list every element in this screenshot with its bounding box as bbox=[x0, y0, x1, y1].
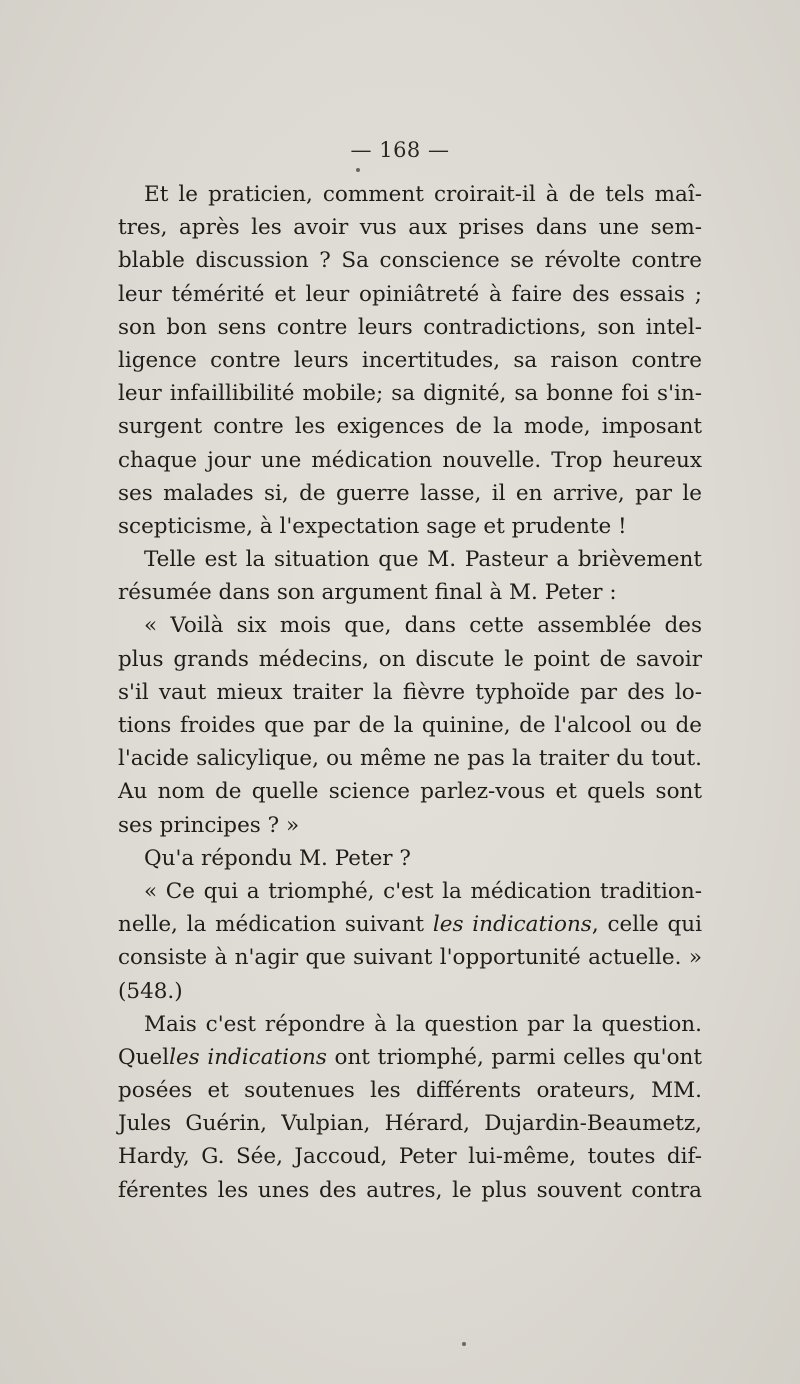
text-line: Au nom de quelle science parlez-vous et quels sont bbox=[118, 779, 702, 805]
text-line: tres, après les avoir vus aux prises dans une sem- bbox=[118, 215, 702, 241]
text-line: blable discussion ? Sa conscience se révolte contre bbox=[118, 248, 702, 274]
text-line: Qu'a répondu M. Peter ? bbox=[144, 845, 411, 871]
text-line: « Voilà six mois que, dans cette assemblée des bbox=[144, 613, 702, 639]
text-line: leur infaillibilité mobile; sa dignité, sa bonne foi s'in- bbox=[118, 381, 702, 407]
text-line: résumée dans son argument final à M. Peter : bbox=[118, 580, 617, 606]
text-line: tions froides que par de la quinine, de l'alcool ou de bbox=[118, 713, 702, 738]
text-line: Et le praticien, comment croirait-il à de tels maî- bbox=[144, 182, 702, 207]
text-line: ligence contre leurs incertitudes, sa raison contre bbox=[118, 347, 702, 373]
text-line: nelle, la médication suivant les indications, celle qui bbox=[118, 912, 702, 938]
italic-phrase: les indications bbox=[432, 912, 592, 938]
text-line: (548.) bbox=[118, 978, 183, 1004]
text-line: Quelles indications ont triomphé, parmi celles qu'ont bbox=[118, 1044, 703, 1070]
text-line: « Ce qui a triomphé, c'est la médication tradition- bbox=[144, 878, 702, 904]
text-line: férentes les unes des autres, le plus souvent contra bbox=[118, 1177, 702, 1203]
text-line: posées et soutenues les différents orateurs, MM. bbox=[118, 1078, 702, 1104]
text-line: plus grands médecins, on discute le point de savoir bbox=[118, 646, 702, 672]
text-line: ses principes ? » bbox=[118, 812, 300, 838]
text-line: son bon sens contre leurs contradictions, son intel- bbox=[118, 314, 702, 340]
body-text bbox=[118, 178, 702, 1207]
text-line: Hardy, G. Sée, Jaccoud, Peter lui-même, toutes dif- bbox=[118, 1144, 702, 1170]
text-line: chaque jour une médication nouvelle. Trop heureux bbox=[118, 447, 702, 473]
paper-speck bbox=[462, 1342, 466, 1346]
text-line: Mais c'est répondre à la question par la question. bbox=[144, 1011, 702, 1037]
paper-speck bbox=[356, 168, 360, 172]
italic-phrase: les indications bbox=[169, 1044, 327, 1070]
text-line: l'acide salicylique, ou même ne pas la traiter du tout. bbox=[118, 746, 702, 772]
text-line: scepticisme, à l'expectation sage et prudente ! bbox=[118, 513, 627, 539]
text-line: ses malades si, de guerre lasse, il en arrive, par le bbox=[118, 480, 702, 506]
text-line: Telle est la situation que M. Pasteur a brièvement bbox=[144, 547, 702, 573]
page-number: — 168 — bbox=[350, 138, 450, 162]
text-line: Jules Guérin, Vulpian, Hérard, Dujardin-Beaumetz, bbox=[118, 1111, 702, 1137]
text-line: consiste à n'agir que suivant l'opportunité actuelle. » bbox=[118, 945, 702, 971]
text-line: s'il vaut mieux traiter la fièvre typhoïde par des lo- bbox=[118, 679, 702, 705]
text-line: surgent contre les exigences de la mode, imposant bbox=[118, 414, 702, 440]
text-line: leur témérité et leur opiniâtreté à faire des essais ; bbox=[118, 281, 702, 307]
